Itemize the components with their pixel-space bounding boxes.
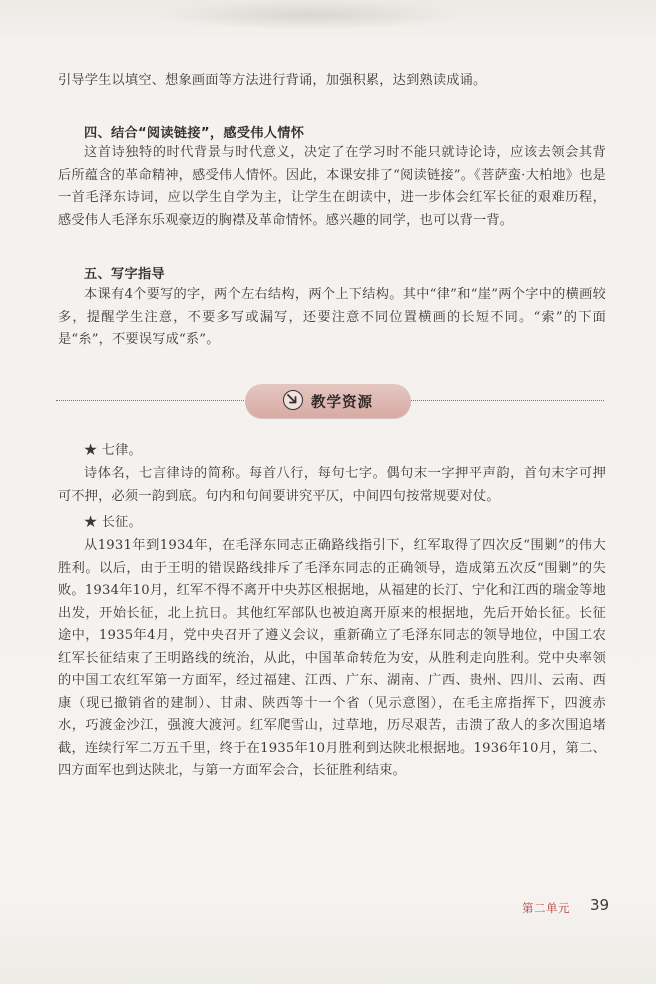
teaching-resources-banner	[245, 384, 411, 418]
section-4-text: 这首诗独特的时代背景与时代意义，决定了在学习时不能只就诗论诗，应该去领会其背后所蕴含的革命精神，感受伟人情怀。因此，本课安排了“阅读链接”。《菩萨蛮·大柏地》也是一首毛泽东诗词，应以学生自学为主，让学生在朗读中，进一步体会红军长征的艰难历程，感受伟人毛泽东乐观豪迈的胸襟及革命情怀。感兴趣的同学，也可以背一背。	[58, 145, 606, 228]
term-changzheng-title: ★ 长征。	[84, 515, 142, 530]
term-lvshi-title: ★ 七律。	[84, 443, 142, 458]
section-5-heading: 五、写字指导	[84, 267, 165, 282]
section-4-heading: 四、结合“阅读链接”，感受伟人情怀	[84, 126, 305, 141]
intro-line: 引导学生以填空、想象画面等方法进行背诵，加强积累，达到熟读成诵。	[58, 73, 487, 88]
banner-title: 教学资源	[311, 395, 373, 411]
unit-label: 第二单元	[522, 901, 570, 915]
term-lvshi-text: 诗体名，七言律诗的简称。每首八行，每句七字。偶句末一字押平声韵，首句末字可押可不押，必须一韵到底。句内和句间要讲究平仄，中间四句按常规要对仗。	[58, 466, 606, 504]
arrow-circle-icon	[283, 390, 303, 410]
divider-left	[56, 400, 246, 401]
page-number: 39	[590, 896, 610, 914]
binding-shadow	[160, 0, 460, 30]
divider-right	[411, 400, 604, 401]
section-5-text: 本课有4个要写的字，两个左右结构，两个上下结构。其中“律”和“崖”两个字中的横画较多，提醒学生注意，不要多写或漏写，还要注意不同位置横画的长短不同。“索”的下面是“糸”，不要误写成“系”。	[58, 287, 606, 347]
term-changzheng-text: 从1931年到1934年，在毛泽东同志正确路线指引下，红军取得了四次反“围剿”的伟大胜利。以后，由于王明的错误路线排斥了毛泽东同志的正确领导，造成第五次反“围剿”的失败。1934年10月，红军不得不离开中央苏区根据地，从福建的长汀、宁化和江西的瑞金等地出发，开始长征，北上抗日。其他红军部队也被迫离开原来的根据地，先后开始长征。长征途中，1935年4月，党中央召开了遵义会议，重新确立了毛泽东同志的领导地位，中国工农红军长征结束了王明路线的统治，从此，中国革命转危为安，从胜利走向胜利。党中央率领的中国工农红军第一方面军，经过福建、江西、广东、湖南、广西、贵州、四川、云南、西康（现已撤销省的建制）、甘肃、陕西等十一个省（见示意图），在毛主席指挥下，四渡赤水，巧渡金沙江，强渡大渡河。红军爬雪山，过草地，历尽艰苦，击溃了敌人的多次围追堵截，连续行军二万五千里，终于在1935年10月胜利到达陕北根据地。1936年10月，第二、四方面军也到达陕北，与第一方面军会合，长征胜利结束。	[58, 538, 606, 778]
